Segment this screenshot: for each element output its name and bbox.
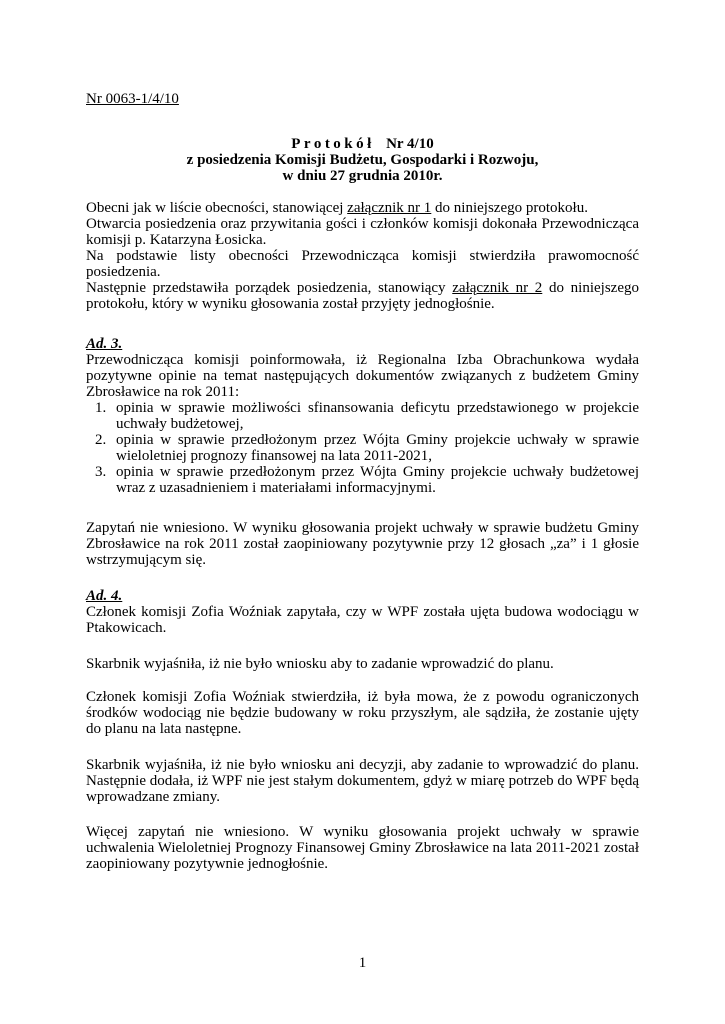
ad3-opinion-list bbox=[86, 400, 639, 496]
ad4-block-2 bbox=[86, 656, 639, 672]
protocol-number: Nr 4/10 bbox=[386, 136, 434, 152]
intro-p4-text-b: do niniejszego protokołu, który w wyniku głosowania został przyjęty jednogłośnie. bbox=[86, 280, 639, 312]
ad4-paragraph-4: Skarbnik wyjaśniła, iż nie było wniosku ani decyzji, aby zadanie to wprowadzić do planu. Następnie dodała, iż WPF nie jest stałym dokumentem, gdyż w miarę potrzeb do WPF będą wprowadzane zmiany. bbox=[86, 757, 639, 805]
ad4-section bbox=[86, 588, 639, 636]
protocol-word: Protokół bbox=[291, 136, 375, 152]
ad3-paragraph-2: Zapytań nie wniesiono. W wyniku głosowania projekt uchwały w sprawie budżetu Gminy Zbrosławice na rok 2011 został zaopiniowany pozytywnie przy 12 głosach „za” i 1 głosie wstrzymującym się. bbox=[86, 520, 639, 568]
ad4-block-5 bbox=[86, 824, 639, 872]
attachment-2-reference: załącznik nr 2 bbox=[452, 280, 543, 296]
intro-paragraph-1 bbox=[86, 200, 639, 216]
document-reference-number: Nr 0063-1/4/10 bbox=[86, 91, 179, 107]
list-item: 2. opinia w sprawie przedłożonym przez Wójta Gminy projekcie uchwały w sprawie wieloletniej prognozy finansowej na lata 2011-2021, bbox=[110, 432, 639, 464]
ad4-paragraph-5: Więcej zapytań nie wniesiono. W wyniku głosowania projekt uchwały w sprawie uchwalenia Wieloletniej Prognozy Finansowej Gminy Zbrosławice na lata 2011-2021 został zaopiniowany pozytywnie jednogłośnie. bbox=[86, 824, 640, 872]
ad3-conclusion bbox=[86, 520, 639, 568]
intro-paragraph-4 bbox=[86, 280, 639, 312]
ad4-paragraph-2: Skarbnik wyjaśniła, iż nie było wniosku aby to zadanie wprowadzić do planu. bbox=[86, 656, 554, 672]
attachment-1-reference: załącznik nr 1 bbox=[347, 200, 432, 216]
protocol-date: w dniu 27 grudnia 2010r. bbox=[282, 168, 443, 184]
intro-p1-text-a: Obecni jak w liście obecności, stanowiącej bbox=[86, 200, 348, 216]
protocol-subtitle: z posiedzenia Komisji Budżetu, Gospodarki i Rozwoju, bbox=[186, 152, 539, 168]
protocol-title bbox=[86, 136, 639, 152]
ad4-paragraph-1: Członek komisji Zofia Woźniak zapytała, czy w WPF została ujęta budowa wodociągu w Ptakowicach. bbox=[86, 604, 639, 636]
intro-paragraph-2: Otwarcia posiedzenia oraz przywitania gości i członków komisji dokonała Przewodnicząca komisji p. Katarzyna Łosicka. bbox=[86, 216, 639, 248]
ad3-paragraph-1: Przewodnicząca komisji poinformowała, iż Regionalna Izba Obrachunkowa wydała pozytywne opinie na temat następujących dokumentów związanych z budżetem Gminy Zbrosławice na rok 2011: bbox=[86, 352, 639, 400]
ad4-paragraph-3: Członek komisji Zofia Woźniak stwierdziła, iż była mowa, że z powodu ograniczonych środków wodociąg nie będzie budowany w roku przyszłym, ale sądziła, że zostanie ujęty do planu na lata następne. bbox=[86, 689, 639, 737]
intro-p4-text-a: Następnie przedstawiła porządek posiedzenia, stanowiący bbox=[86, 280, 453, 296]
intro-p1-text-b: do niniejszego protokołu. bbox=[431, 200, 588, 216]
ad3-heading: Ad. 3. bbox=[86, 336, 123, 352]
intro-paragraph-3: Na podstawie listy obecności Przewodnicząca komisji stwierdziła prawomocność posiedzenia. bbox=[86, 248, 639, 280]
ad4-heading: Ad. 4. bbox=[86, 588, 123, 604]
page-number: 1 bbox=[358, 955, 367, 971]
ad4-block-4 bbox=[86, 757, 639, 805]
ad4-block-3 bbox=[86, 689, 639, 737]
intro-section bbox=[86, 200, 639, 312]
ad3-section bbox=[86, 336, 639, 496]
list-item: 3. opinia w sprawie przedłożonym przez Wójta Gminy projekcie uchwały budżetowej wraz z uzasadnieniem i materiałami informacyjnymi. bbox=[110, 464, 639, 496]
list-item: 1. opinia w sprawie możliwości sfinansowania deficytu przedstawionego w projekcie uchwały budżetowej, bbox=[110, 400, 639, 432]
